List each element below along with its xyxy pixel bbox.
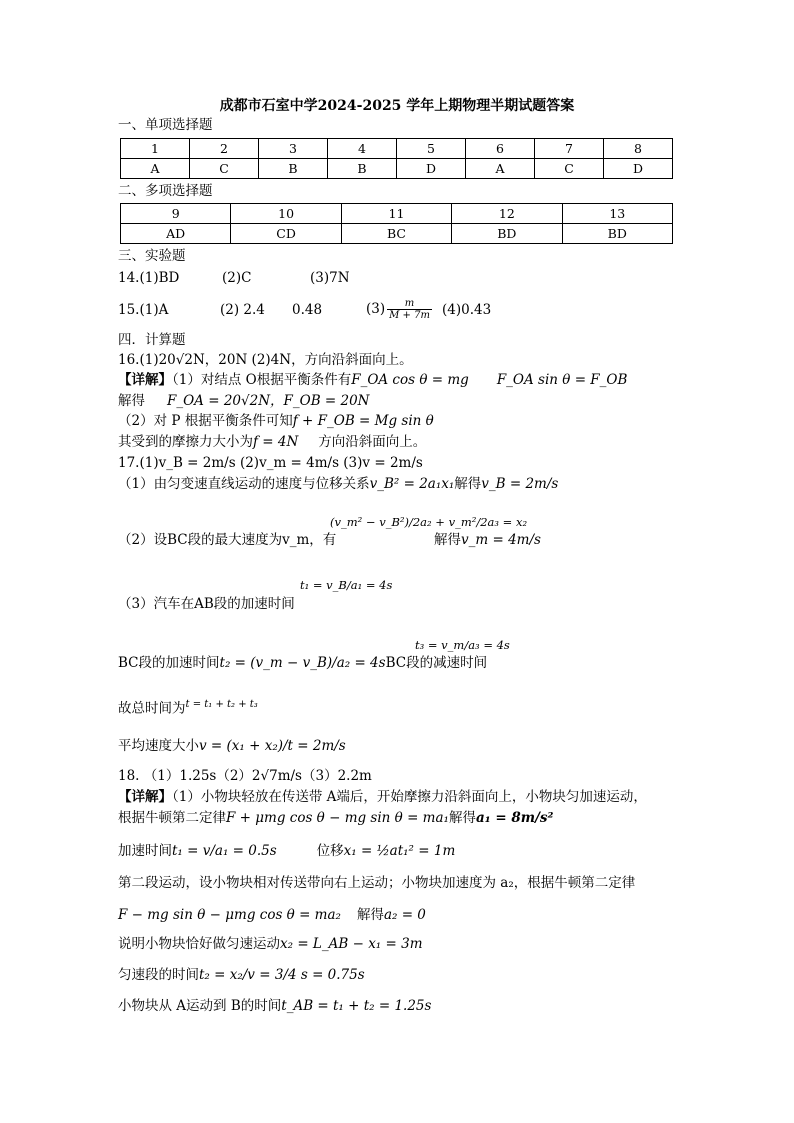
section-multi-choice-heading: 二、多项选择题	[118, 183, 213, 199]
table-row	[121, 204, 673, 224]
section-single-choice-heading: 一、单项选择题	[118, 117, 213, 133]
q18-eq7: t_AB = t₁ + t₂ = 1.25s	[281, 998, 432, 1014]
table-cell: A	[466, 159, 535, 179]
q16-eq2: F_OA sin θ = F_OB	[496, 372, 628, 388]
table-cell: A	[121, 159, 190, 179]
q18-eq3: x₁ = ½at₁² = 1m	[343, 843, 456, 859]
q17-line5	[118, 699, 258, 717]
q16-answer: 16.(1)20√2N，20N (2)4N，方向沿斜面向上。	[118, 352, 413, 368]
q18-line7	[118, 967, 365, 984]
q18-eq2: t₁ = v/a₁ = 0.5s	[172, 843, 277, 859]
table-cell: B	[328, 159, 397, 179]
q17-line4-text: BC段的加速时间	[118, 655, 220, 671]
q17-line1-text: （1）由匀变速直线运动的速度与位移关系	[118, 476, 370, 492]
fraction-numerator: m	[387, 298, 432, 310]
q15-part1: 15.(1)A	[118, 302, 169, 318]
q17-line1	[118, 476, 558, 493]
q18-line7-text: 匀速段的时间	[118, 967, 199, 983]
q14-part1: 14.(1)BD	[118, 270, 180, 286]
q16-eq3: F_OA = 20√2N，F_OB = 20N	[167, 393, 370, 409]
section-experiment-heading: 三、实验题	[118, 248, 186, 264]
single-choice-table	[120, 138, 673, 179]
q18-line3	[118, 843, 455, 860]
table-cell: AD	[121, 224, 231, 244]
q16-line4-tail: 方向沿斜面向上。	[318, 434, 427, 450]
q16-line2	[118, 393, 370, 410]
q14-part3: (3)7N	[310, 270, 350, 286]
q18-line5-mid: 解得	[356, 907, 384, 923]
table-cell: 9	[121, 204, 231, 224]
detail-label: 【详解】	[118, 372, 172, 388]
detail-label: 【详解】	[118, 789, 172, 805]
q16-line2-text: 解得	[118, 393, 145, 409]
table-cell: 6	[466, 139, 535, 159]
q17-eq3: t₁ = v_B/a₁ = 4s	[300, 578, 393, 592]
q16-eq1: F_OA cos θ = mg	[351, 372, 469, 388]
q17-line4-mid: BC段的减速时间	[385, 655, 488, 671]
q18-line3-mid: 位移	[316, 843, 344, 859]
q15-part3	[366, 298, 434, 321]
q18-eq5: x₂ = L_AB − x₁ = 3m	[280, 936, 423, 952]
table-cell: 12	[452, 204, 562, 224]
q17-eq6: t = t₁ + t₂ + t₃	[185, 699, 258, 710]
q17-eq4: t₂ = (v_m − v_B)/a₂ = 4s	[219, 655, 386, 671]
q17-line5-text: 故总时间为	[118, 700, 186, 717]
q16-line1-text: （1）对结点 O根据平衡条件有	[172, 372, 352, 388]
q15-part2b: 0.48	[292, 302, 323, 318]
q16-line3	[118, 413, 434, 430]
q15-part4: (4)0.43	[442, 302, 492, 318]
q16-eq4: f + F_OB = Mg sin θ	[292, 413, 434, 429]
table-cell: B	[259, 159, 328, 179]
q18-eq6: t₂ = x₂/v = 3/4 s = 0.75s	[199, 967, 365, 983]
table-cell: BD	[452, 224, 562, 244]
q17-line4	[118, 655, 487, 672]
q18-line4: 第二段运动，设小物块相对传送带向右上运动；小物块加速度为 a₂，根据牛顿第二定律	[118, 875, 636, 891]
q18-line2-mid: 解得	[448, 810, 476, 826]
q14-part2: (2)C	[222, 270, 252, 286]
table-cell: 13	[562, 204, 672, 224]
table-cell: C	[535, 159, 604, 179]
table-cell: 10	[231, 204, 341, 224]
q17-line1-mid: 解得	[454, 476, 482, 492]
q17-line6-text: 平均速度大小	[118, 738, 199, 754]
q17-answer: 17.(1)v_B = 2m/s (2)v_m = 4m/s (3)v = 2m/s	[118, 455, 423, 471]
table-cell: BC	[341, 224, 451, 244]
table-cell: 8	[604, 139, 673, 159]
q18-answer: 18. （1）1.25s（2）2√7m/s（3）2.2m	[118, 768, 372, 784]
table-cell: CD	[231, 224, 341, 244]
q18-res1: a₁ = 8m/s²	[475, 810, 554, 826]
q17-eq1: v_B² = 2a₁x₁	[369, 476, 455, 492]
q17-line3: （3）汽车在AB段的加速时间	[118, 596, 295, 612]
table-row	[121, 159, 673, 179]
q15-part3-label: (3)	[366, 301, 386, 317]
q15-part2: (2) 2.4	[220, 302, 265, 318]
page-title: 成都市石室中学2024-2025 学年上期物理半期试题答案	[219, 98, 575, 114]
q18-line2	[118, 810, 553, 827]
table-cell: 3	[259, 139, 328, 159]
q15-fraction	[387, 298, 432, 321]
table-row	[121, 224, 673, 244]
q17-res2: v_m = 4m/s	[461, 532, 541, 548]
q16-line4	[118, 434, 426, 451]
table-cell: C	[190, 159, 259, 179]
multi-choice-table	[120, 203, 673, 244]
q17-eq7: v = (x₁ + x₂)/t = 2m/s	[199, 738, 346, 754]
q18-line8	[118, 998, 431, 1015]
section-calculation-heading: 四．计算题	[118, 332, 186, 348]
table-cell: 7	[535, 139, 604, 159]
q18-res2: a₂ = 0	[383, 907, 426, 923]
q16-line3-text: （2）对 P 根据平衡条件可知	[118, 413, 293, 429]
table-cell: D	[604, 159, 673, 179]
q17-line2-mid: 解得	[434, 532, 461, 548]
table-cell: 11	[341, 204, 451, 224]
q16-line4-text: 其受到的摩擦力大小为	[118, 434, 253, 450]
q17-line6	[118, 738, 346, 755]
q17-eq5: t₃ = v_m/a₃ = 4s	[415, 638, 510, 652]
q18-line6	[118, 936, 423, 953]
q18-line2-text: 根据牛顿第二定律	[118, 810, 226, 826]
q18-line1	[118, 789, 647, 806]
q18-line8-text: 小物块从 A运动到 B的时间	[118, 998, 282, 1014]
table-cell: 1	[121, 139, 190, 159]
q18-line5	[118, 907, 426, 924]
q18-line6-text: 说明小物块恰好做匀速运动	[118, 936, 280, 952]
q18-line1-text: （1）小物块轻放在传送带 A端后，开始摩擦力沿斜面向上，小物块匀加速运动，	[172, 789, 647, 805]
q17-eq2: (v_m² − v_B²)/2a₂ + v_m²/2a₃ = x₂	[330, 515, 528, 529]
q17-line2-result	[434, 532, 541, 549]
q18-eq1: F + μmg cos θ − mg sin θ = ma₁	[226, 810, 449, 826]
q18-line3-text: 加速时间	[118, 843, 172, 859]
q16-eq5: f = 4N	[253, 434, 299, 450]
q18-eq4: F − mg sin θ − μmg cos θ = ma₂	[118, 907, 341, 923]
table-row	[121, 139, 673, 159]
q16-line1	[118, 372, 627, 389]
table-cell: 2	[190, 139, 259, 159]
q17-line2: （2）设BC段的最大速度为v_m，有	[118, 532, 337, 548]
fraction-denominator: M + 7m	[389, 310, 430, 321]
table-cell: D	[397, 159, 466, 179]
q17-res1: v_B = 2m/s	[481, 476, 559, 492]
table-cell: 4	[328, 139, 397, 159]
table-cell: BD	[562, 224, 672, 244]
table-cell: 5	[397, 139, 466, 159]
